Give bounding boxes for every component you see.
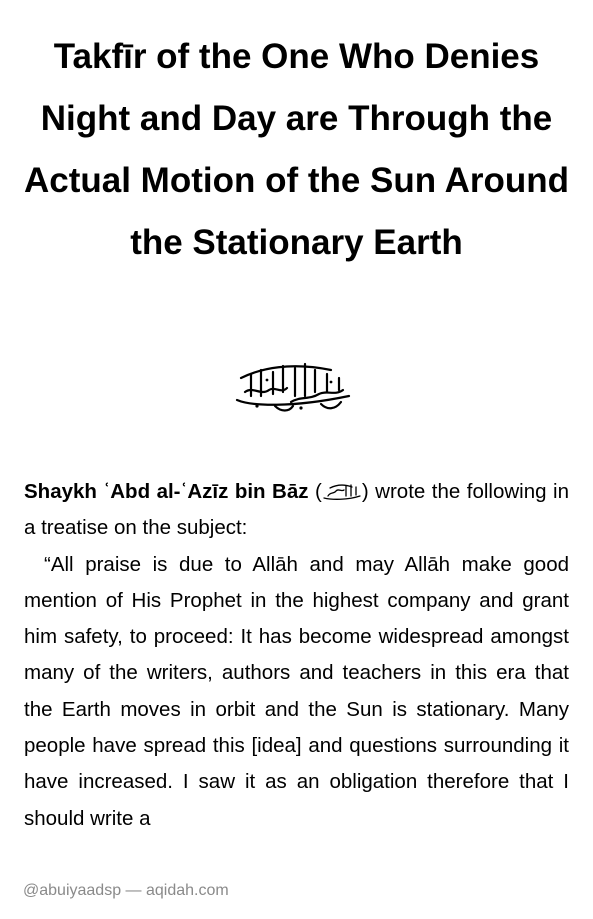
treatise-body (24, 474, 569, 837)
intro-text: wrote the following in a treatise on the subject: (24, 480, 569, 540)
quote-paragraph: “All praise is due to Allāh and may Allāh make good mention of His Prophet in the highest company and grant him safety, to proceed: It has become widespread amongst many of the writers, authors and teachers in this era that the Earth moves in orbit and the Sun is stationary. Many people have spread this [idea] and questions surrounding it have increased. I saw it as an obligation therefore that I should write a (24, 552, 569, 830)
honorific-open-paren: ( (315, 480, 322, 503)
intro-paragraph (24, 474, 569, 547)
rahimahullah-calligraphy-icon (322, 482, 362, 504)
author-name: Shaykh ʿAbd al-ʿAzīz bin Bāz (24, 480, 309, 503)
document-title: Takfīr of the One Who Denies Night and Day are Through the Actual Motion of the Sun Around the Stationary Earth (23, 37, 569, 262)
bismillah-calligraphy-icon (231, 356, 361, 414)
footer-credit: @abuiyaadsp — aqidah.com (23, 882, 229, 899)
honorific-close-paren: ) (361, 480, 369, 503)
